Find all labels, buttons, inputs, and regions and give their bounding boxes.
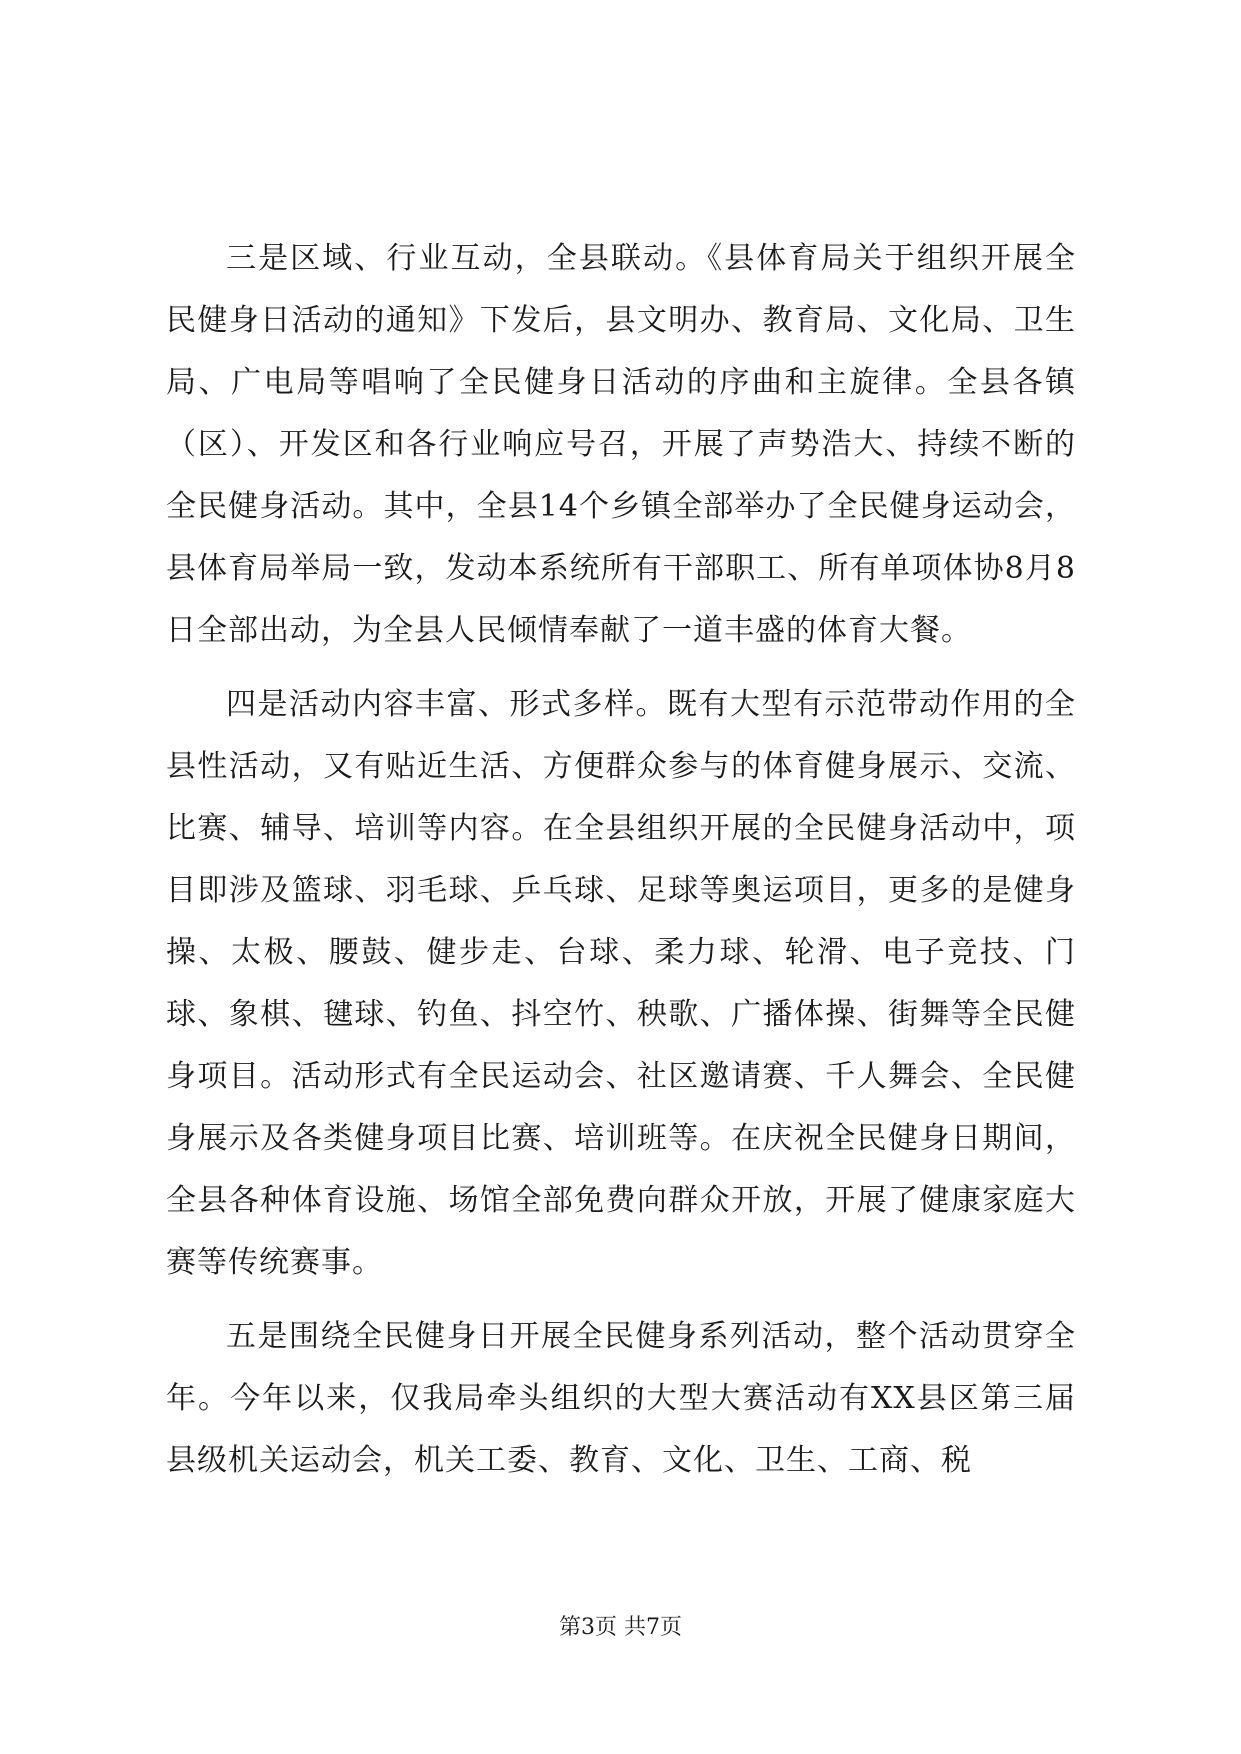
paragraph-four-activity-content: 四是活动内容丰富、形式多样。既有大型有示范带动作用的全县性活动，又有贴近生活、方便群众参与的体育健身展示、交流、比赛、辅导、培训等内容。在全县组织开展的全民健身活动中，项目即涉及篮球、羽毛球、乒乓球、足球等奥运项目，更多的是健身操、太极、腰鼓、健步走、台球、柔力球、轮滑、电子竞技、门球、象棋、毽球、钓鱼、抖空竹、秧歌、广播体操、街舞等全民健身项目。活动形式有全民运动会、社区邀请赛、千人舞会、全民健身展示及各类健身项目比赛、培训班等。在庆祝全民健身日期间，全县各种体育设施、场馆全部免费向群众开放，开展了健康家庭大赛等传统赛事。 [166, 687, 1076, 1280]
document-body [166, 228, 1076, 1504]
paragraph-three-regional-linkage: 三是区域、行业互动，全县联动。《县体育局关于组织开展全民健身日活动的通知》下发后，县文明办、教育局、文化局、卫生局、广电局等唱响了全民健身日活动的序曲和主旋律。全县各镇（区）、开发区和各行业响应号召，开展了声势浩大、持续不断的全民健身活动。其中，全县14个乡镇全部举办了全民健身运动会，县体育局举局一致，发动本系统所有干部职工、所有单项体协8月8日全部出动，为全县人民倾情奉献了一道丰盛的体育大餐。 [166, 241, 1076, 648]
paragraph-five-yearlong-series: 五是围绕全民健身日开展全民健身系列活动，整个活动贯穿全年。今年以来，仅我局牵头组织的大型大赛活动有XX县区第三届县级机关运动会，机关工委、教育、文化、卫生、工商、税 [166, 1319, 1076, 1478]
page-number-footer: 第3页 共7页 [559, 1615, 682, 1640]
